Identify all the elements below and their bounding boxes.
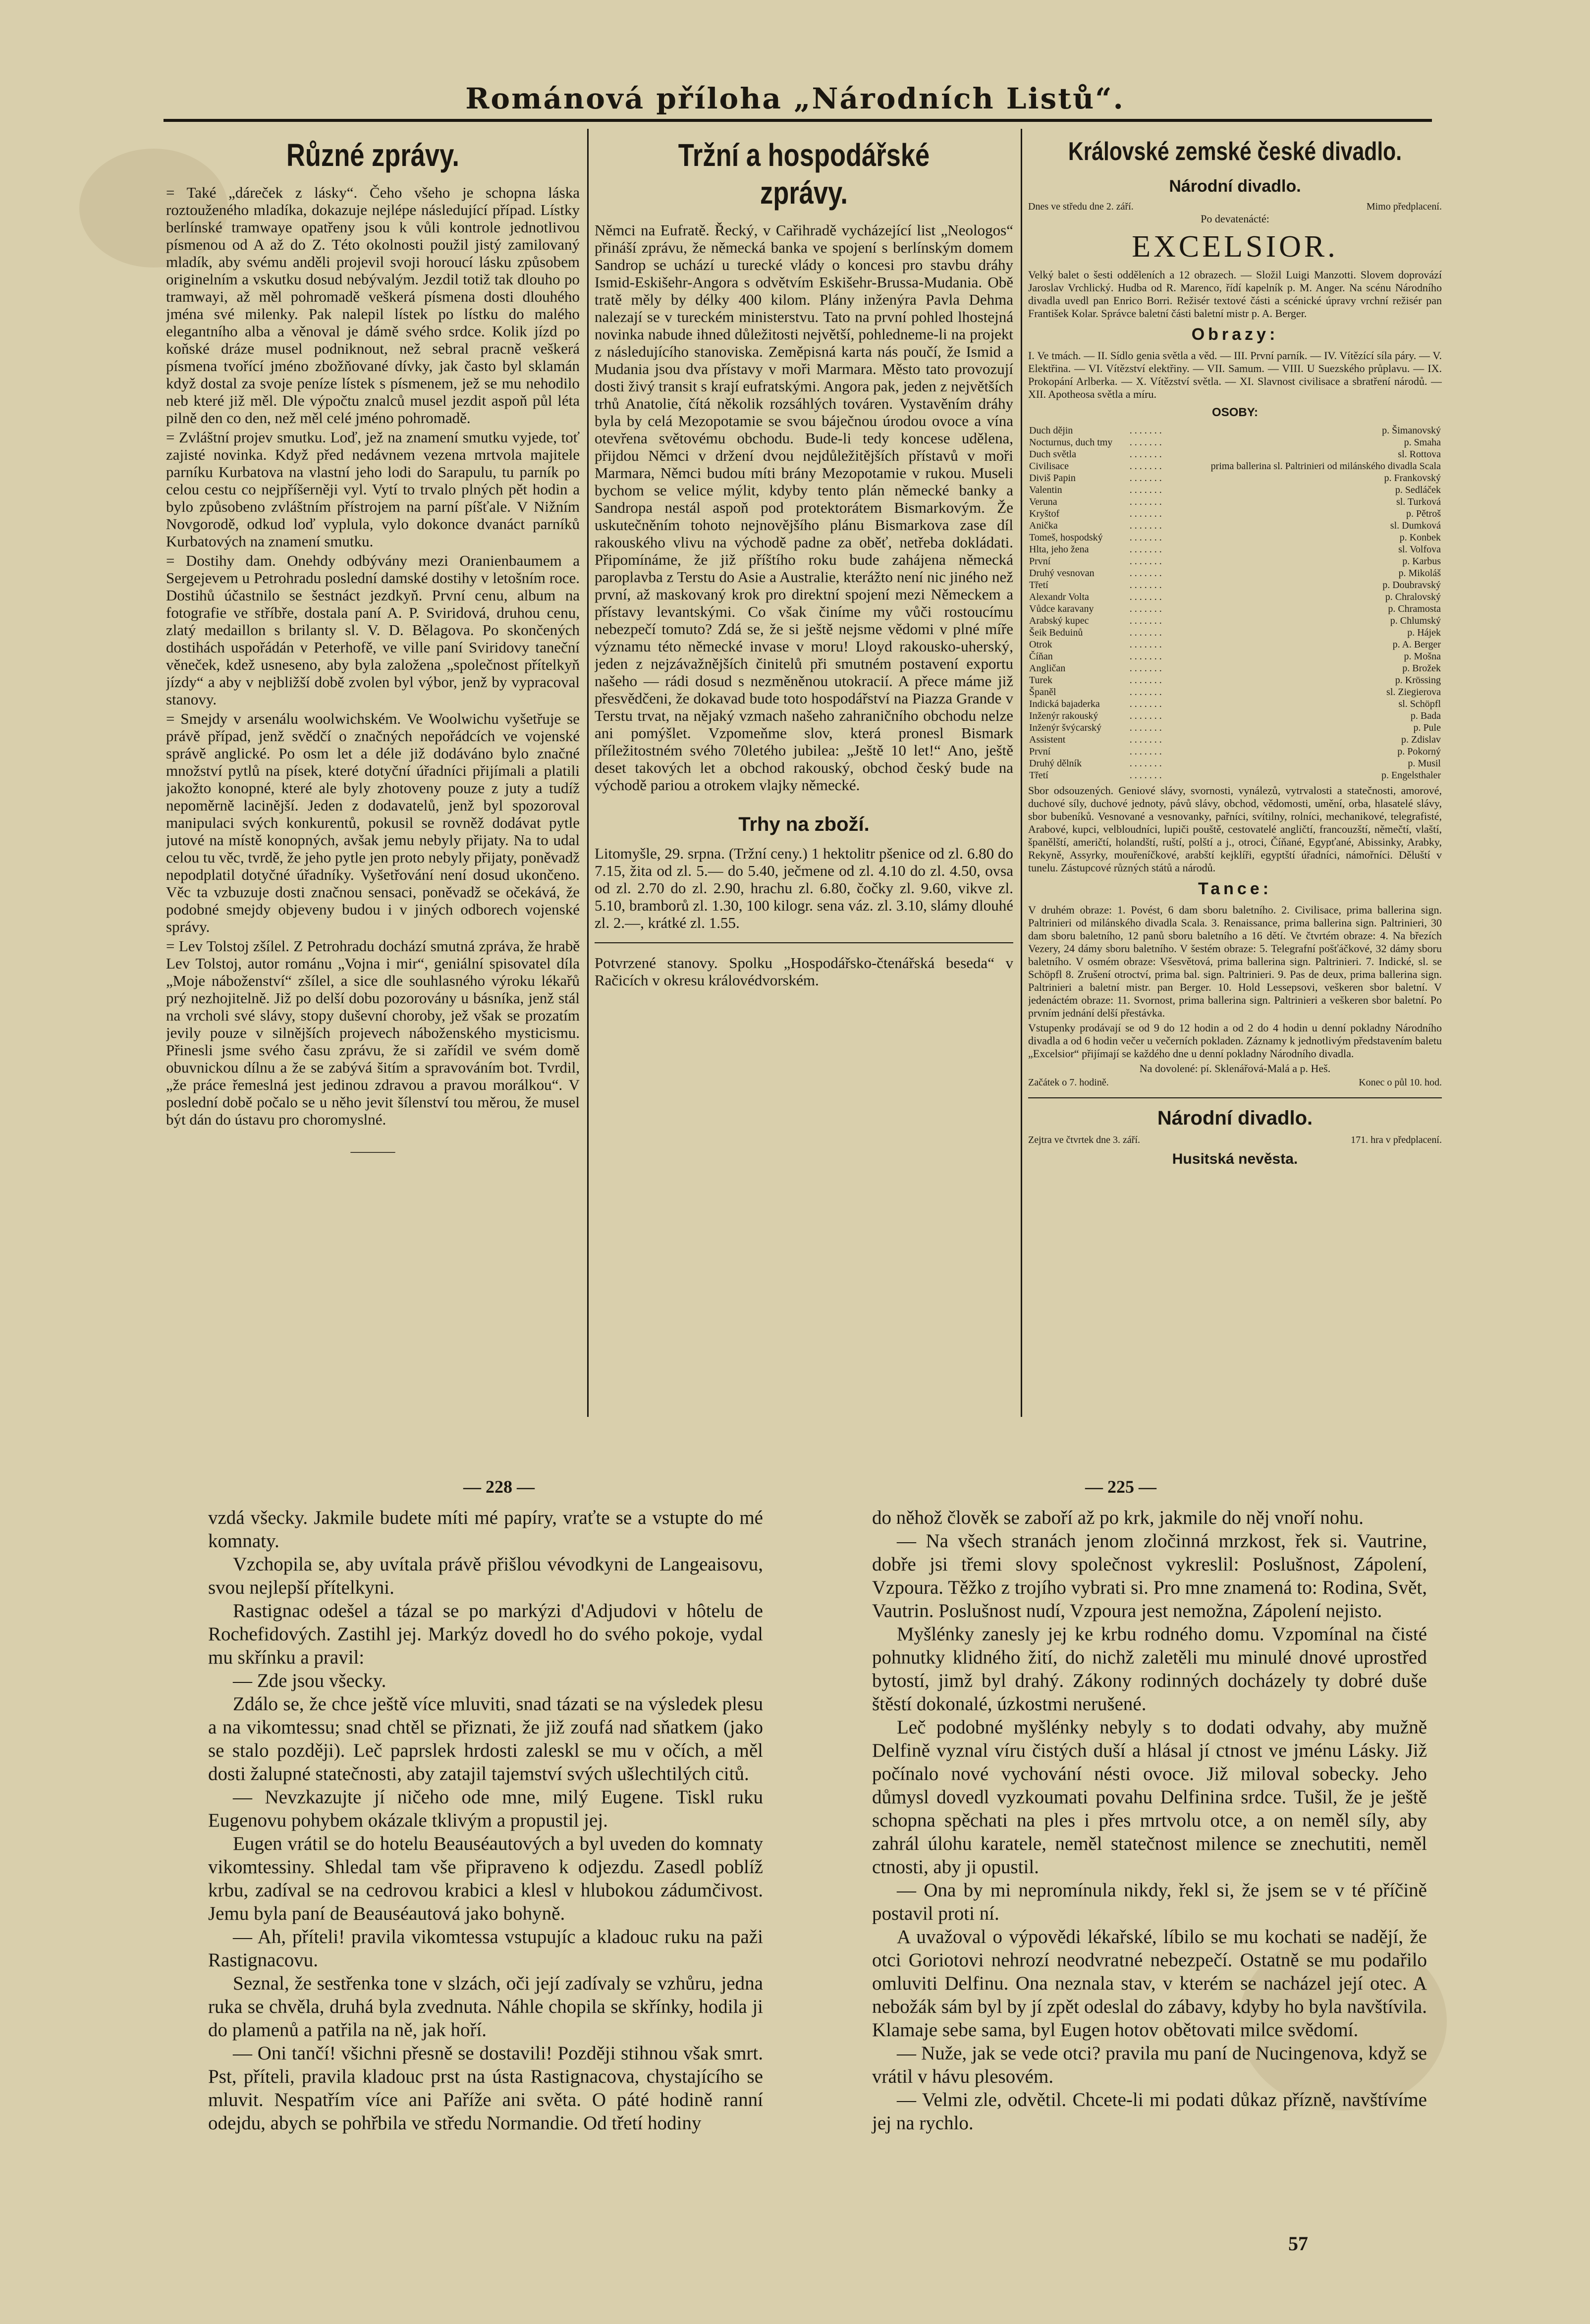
cast-row [1028,639,1442,650]
cast-actor: p. Šimanovský [1382,425,1441,436]
cast-row [1028,734,1442,746]
cast-actor: p. Chralovský [1385,592,1441,602]
statute-note: Potvrzené stanovy. Spolku „Hospodářsko-čtenářská beseda“ v Račicích v okresu královédvorském. [595,954,1013,989]
cast-actor: p. Hájek [1407,627,1441,638]
scenes-title: Obrazy: [1191,325,1279,344]
cast-row [1028,436,1442,448]
cast-dots: . . . . . . . [1129,485,1162,495]
cast-row [1028,674,1442,686]
cast-dots: . . . . . . . [1129,603,1162,614]
cast-actor: p. Engelsthaler [1381,770,1441,781]
cast-title: OSOBY: [1212,406,1258,419]
cast-role: Inženýr rakouský [1029,710,1098,721]
cast-row [1028,603,1442,615]
cast-dots: . . . . . . . [1129,461,1162,472]
cast-role: Třetí [1029,770,1048,781]
cast-actor: sl. Dumková [1390,520,1441,531]
cast-row [1028,532,1442,543]
cast-row [1028,555,1442,567]
cast-role: Veruna [1029,496,1057,507]
cast-table [1028,425,1442,781]
cast-dots: . . . . . . . [1129,758,1162,769]
cast-actor: p. Chlumský [1390,615,1441,626]
news-item: = Smejdy v arsenálu woolwichském. Ve Woolwichu vyšetřuje se právě případ, jenž svědčí o značných nepořádcích ve vojenské správě anglické. Po osm let a déle již dodáváno bylo značné množství pytlů na písek, které dotyční úřadníci přijímali a platili jakožto konopné, které ale byly zhotoveny pouze z juty a tudíž nepoměrně lacinější. Jeden z dodavatelů, jenž byl spozoroval manipulaci svých konkurentů, pokusil se rovněž dodávat pytle jutové na místě konopných, avšak jemu nebyly přijaty. Na to udal celou tu věc, tvrdě, že jeho pytle jen proto nebyly přijaty, poněvadž nepodplatil dotyčné úřadníky. Vyšetřování není dosud ukončeno. Věc ta vzbuzuje dosti značnou sensaci, poněvadž se očekává, že podobné smejdy objeveny budou i v jiných odborech vojenské správy. [166,710,580,935]
theatre-title: Královské zemské české divadlo. [1068,137,1402,166]
cast-dots: . . . . . . . [1129,496,1162,507]
cast-dots: . . . . . . . [1129,734,1162,745]
masthead: Románová příloha „Národních Listů“. [465,82,1125,115]
story-paragraph: — Na všech stranách jenom zločinná mrzkost, řek si. Vautrine, dobře jsi třemi slovy společnost vykreslil: Poslušnost, Zápolení, Vzpoura. Těžko z trojího vybrati si. Pro mne znamená to: Rodina, Svět, Vautrin. Poslušnost nudí, Vzpoura jest nemožna, Zápolení nejisto. [872,1530,1427,1621]
cast-actor: p. A. Berger [1392,639,1441,650]
cast-dots: . . . . . . . [1129,746,1162,757]
cast-dots: . . . . . . . [1129,520,1162,531]
cast-role: Anička [1029,520,1058,531]
cast-dots: . . . . . . . [1129,675,1162,686]
cast-role: Valentin [1029,485,1062,495]
cast-role: Druhý dělník [1029,758,1082,769]
cast-dots: . . . . . . . [1129,580,1162,591]
cast-dots: . . . . . . . [1129,437,1162,448]
cast-dots: . . . . . . . [1129,639,1162,650]
story-paragraph: — Nuže, jak se vede otci? pravila mu paní de Nucingenova, když se vrátil v hávu plesovém. [872,2043,1427,2087]
story-paragraph: — Velmi zle, odvětil. Chcete-li mi podati důkaz přízně, navštívíme jej na rychlo. [872,2089,1427,2134]
story-paragraph: — Nevzkazujte jí ničeho ode mne, milý Eugene. Tiskl ruku Eugenovu pohybem okázale tklivým a propustil jej. [208,1786,763,1831]
cast-role: První [1029,556,1051,567]
market-report: Litomyšle, 29. srpna. (Tržní ceny.) 1 hektolitr pšenice od zl. 6.80 do 7.15, žita od zl. 5.— do 5.40, ječmene od zl. 4.10 do zl. 4.50, ovsa od zl. 2.70 do zl. 2.90, hrachu zl. 6.80, čočky zl. 9.60, vikve zl. 5.10, bramborů zl. 1.30, 100 kilogr. sena váz. zl. 3.10, slámy dlouhé zl. 2.—, krátké zl. 1.55. [595,845,1013,931]
news-item: = Lev Tolstoj zšílel. Z Petrohradu dochází smutná zpráva, že hrabě Lev Tolstoj, autor románu „Vojna i mir“, geniální spisovatel díla „Moje náboženství“ zšílel, a sice dle souhlasného výroku lékařů prý nezhojitelně. Již po delší dobu pozorovány u básníka, jenž stál na vrcholi své slávy, stopy duševní choroby, jež však se prozatím jevily pouze v silnějších projevech náboženského mysticismu. Přinesli jsme svého času zprávu, že si zařídil ve svém domě obuvnickou dílnu a že se zabývá šitím a spravováním bot. Tvrdil, „že práce řemeslná jest jedinou zdravou a pravou morálkou“. V poslední době počalo se u něho jevit šílenství tou měrou, že musel být dán do ústavu pro choromyslné. [166,937,580,1128]
cast-dots: . . . . . . . [1129,627,1162,638]
news-item: = Také „dáreček z lásky“. Čeho všeho je schopna láska roztouženého mladíka, dokazuje nejlépe následující případ. Lístky berlínské tramwaye opatřeny jsou k vůli kontrole jednotlivou písmenou od A až do Z. Této okolnosti použil jistý zamilovaný mladík, aby svému anděli projevil svoji horoucí lásku způsobem originelním a vskutku dosud nebývalým. Jezdil totiž tak dlouho po tramwayi, až měl pohromadě veškerá písmena dosti dlouhého jména své milenky. Pak nalepil lístek po lístku do malého elegantního alba a věnoval je dámě svého srdce. Kolik jízd po koňské dráze musel podniknout, než sebral pracně veškerá písmena tvořící jméno zbožňované dívky, jak často byl sklamán když dostal za svoje peníze lístek s písmenem, jež se mu nehodilo neb které již měl. Dle výpočtu znalců musel jezdit aspoň půl léta pilně den co den, než měl celé jméno pohromadě. [166,184,580,427]
cast-row [1028,615,1442,627]
cast-row [1028,579,1442,591]
story-paragraph: Zdálo se, že chce ještě více mluviti, snad tázati se na výsledek plesu a na vikomtessu; snad chtěl se přiznati, že již zoufá nad sňatkem (jako se stalo později). Leč paprslek hrdosti zaleskl se mu v očích, a měl dosti žalupné statečnosti, aby zatajil tajemství svých ušlechtilých citů. [208,1693,763,1784]
cast-role: Turek [1029,675,1053,686]
cast-role: Tomeš, hospodský [1029,532,1103,543]
news-item: = Dostihy dam. Onehdy odbývány mezi Oranienbaumem a Sergejevem u Petrohradu poslední damské dostihy v letošním roce. Dostihů účastnilo se šestnáct jezdkyň. První cenu, album na fotografie ve stříbře, dostala paní A. P. Sviridová, druhou cenu, zlatý medaillon s brilanty sl. V. D. Bělagova. Po skončených dostihách uspořádán v Peterhofě, ve ville paní Sviridovy taneční věneček, kdež usneseno, aby byla založena „společnost přítelkyň jízdy“ a aby v nejbližší době zvolen byl výbor, jenž by vypracoval stanovy. [166,552,580,708]
novel-right-column [872,1506,1427,2229]
cast-actor: p. Konbek [1399,532,1441,543]
story-paragraph: Eugen vrátil se do hotelu Beauséautových a byl uveden do komnaty vikomtessiny. Shledal tam vše připraveno k odjezdu. Zasedl poblíž krbu, zadíval se na cedrovou krabici a klesl v hlubokou zádumčivost. Jemu byla paní de Beauséautová jako bohyně. [208,1833,763,1924]
cast-actor: p. Karbus [1402,556,1441,567]
cast-actor: p. Mošna [1404,651,1441,662]
middle-column [595,136,1013,1405]
end-time: Konec o půl 10. hod. [1359,1077,1442,1088]
cast-role: Třetí [1029,580,1048,591]
cast-row [1028,567,1442,579]
story-paragraph: A uvažoval o výpovědi lékařské, líbilo se mu kochati se nadějí, že otci Goriotovi nehrozí neodvratné nebezpečí. Ostatně se mu podařilo omluviti Delfinu. Ona neznala stav, v kterém se nacházel její otec. A nebožák sám byl by jí zpět odeslal do zábavy, kdyby ho byla navštívila. Klamaje sebe sama, byl Eugen hotov obětovati milce svědomí. [872,1926,1427,2041]
cast-row [1028,496,1442,508]
cast-row [1028,484,1442,496]
cast-row [1028,650,1442,662]
cast-row [1028,508,1442,520]
sheet-number: 57 [1288,2232,1308,2255]
section-rule [1028,1097,1442,1098]
cast-dots: . . . . . . . [1129,651,1162,662]
cast-dots: . . . . . . . [1129,592,1162,602]
news-item: = Zvláštní projev smutku. Loď, jež na znamení smutku vyjede, toť zajisté novinka. Když před nedávnem vezena mrtvola majitele parníku Kurbatova na vlastní jeho lodi do Sarapulu, tu parník po celou cestu co nejpříšerněji vyl. Vytí to trvalo plných pět hodin a bylo způsobeno zvláštním přístrojem na parní píšťale. V Nižním Novgorodě, odkud loď vyplula, vylo dokonce dvanáct parníků Kurbatových na znamení smutku. [166,429,580,550]
cast-role: Otrok [1029,639,1052,650]
cast-role: Inženýr švýcarský [1029,722,1102,733]
cast-row [1028,710,1442,722]
second-theatre-title: Národní divadlo. [1157,1107,1313,1129]
story-paragraph: — Ona by mi nepromínula nikdy, řekl si, že jsem se v té příčině postavil proti ní. [872,1880,1427,1924]
cast-dots: . . . . . . . [1129,508,1162,519]
column-separator [1021,129,1022,1417]
market-title: Trhy na zboží. [738,813,870,835]
cast-actor: prima ballerina sl. Paltrinieri od milánského divadla Scala [1210,461,1441,472]
story-paragraph: Leč podobné myšlénky nebyly s to dodati odvahy, aby mužně Delfině vyznal víru čistých duší a hlásal jí ctnost ve jménu Lásky. Již počínalo nové vychování nésti ovoce. Již miloval sobecky. Jeho důmysl dovedl vyzkoumati povahu Delfinina srdce. Tušil, že je ještě schopna spěchati na ples i přes mrtvolu otce, a on neměl síly, aby zahrál úlohu karatele, neměl statečnost milence se znechutiti, neměl ctnosti, aby ji opustil. [872,1717,1427,1878]
novel-left-column [208,1506,763,2269]
story-paragraph: Rastignac odešel a tázal se po markýzi d'Adjudovi v hôtelu de Rochefidových. Zastihl jej. Markýz dovedl ho do svého pokoje, vydal mu skřínku a pravil: [208,1600,763,1668]
show-description: Velký balet o šesti odděleních a 12 obrazech. — Složil Luigi Manzotti. Slovem doprovází Jaroslav Vrchlický. Hudba od R. Marenco, řídí kapelník p. M. Anger. Na scénu Národního divadla uvedl pan Enrico Borri. Režisér textové části a scénické úpravy vrchní režisér pan František Kolar. Správce baletní části baletní mistr p. A. Berger. [1028,269,1442,320]
cast-role: Angličan [1029,663,1066,674]
cast-actor: p. Pětroš [1406,508,1441,519]
cast-role: Duch dějin [1029,425,1073,436]
cast-role: Šeik Beduinů [1029,627,1083,638]
cast-actor: sl. Rottova [1398,449,1441,460]
cast-actor: p. Pokorný [1397,746,1441,757]
cast-dots: . . . . . . . [1129,473,1162,484]
masthead-rule [164,119,1432,122]
second-play: Husitská nevěsta. [1172,1151,1298,1167]
second-subscription: 171. hra v předplacení. [1351,1135,1442,1145]
cast-dots: . . . . . . . [1129,544,1162,555]
performance-date-row [1028,201,1442,213]
cast-actor: p. Krössing [1395,675,1441,686]
cast-actor: p. Pule [1413,722,1441,733]
story-paragraph: — Zde jsou všecky. [233,1670,386,1691]
cast-actor: sl. Turková [1396,496,1441,507]
cast-role: Španěl [1029,687,1056,698]
story-paragraph: Seznal, že sestřenka tone v slzách, oči její zadívaly se vzhůru, jedna ruka se chvěla, druhá byla zvednuta. Náhle chopila se skřínky, hodila ji do plamenů a patřila na ně, jak hoří. [208,1973,763,2041]
leave-note: Na dovolené: pí. Sklenářová-Malá a p. Heš. [1139,1062,1331,1075]
cast-row [1028,448,1442,460]
cast-row [1028,746,1442,757]
cast-row [1028,757,1442,769]
cast-role: První [1029,746,1051,757]
cast-row [1028,543,1442,555]
cast-row [1028,591,1442,603]
cast-role: Vůdce karavany [1029,603,1094,614]
cast-row [1028,460,1442,472]
cast-role: Duch světla [1029,449,1076,460]
left-column [166,136,580,1405]
cast-row [1028,627,1442,639]
second-date: Zejtra ve čtvrtek dne 3. září. [1028,1135,1140,1145]
cast-role: Assistent [1029,734,1066,745]
cast-row [1028,686,1442,698]
cast-actor: sl. Ziegierova [1386,687,1441,698]
cast-actor: p. Mikoláš [1398,568,1441,579]
cast-dots: . . . . . . . [1129,710,1162,721]
cast-row [1028,425,1442,436]
cast-role: Hlta, jeho žena [1029,544,1089,555]
cast-dots: . . . . . . . [1129,699,1162,709]
cast-dots: . . . . . . . [1129,449,1162,460]
cast-dots: . . . . . . . [1129,556,1162,567]
cast-dots: . . . . . . . [1129,532,1162,543]
cast-actor: p. Zdislav [1401,734,1441,745]
cast-row [1028,698,1442,710]
performance-count: Po devatenácté: [1201,213,1269,225]
cast-dots: . . . . . . . [1129,722,1162,733]
middle-column-title: Tržní a hospodářské zprávy. [678,137,930,211]
cast-actor: p. Doubravský [1382,580,1441,591]
cast-dots: . . . . . . . [1129,770,1162,781]
cast-dots: . . . . . . . [1129,687,1162,698]
cast-actor: p. Smaha [1404,437,1441,448]
cast-actor: p. Musil [1408,758,1441,769]
section-rule [595,942,1013,943]
scenes-list: I. Ve tmách. — II. Sídlo genia světla a věd. — III. První parník. — IV. Vítězící síla páry. — V. Elektřina. — VI. Vítězství elektřiny. — VII. Samum. — VIII. U Suezského průplavu. — IX. Prokopání Arlberka. — X. Vítězství světla. — XI. Slavnost civilisace a sbratření národů. — XII. Apotheosa světla a míru. [1028,349,1442,400]
story-paragraph: Myšlénky zanesly jej ke krbu rodného domu. Vzpomínal na čisté pohnutky klidného žití, do nichž zaletěli mu minulé dnové uprostřed bytostí, jimž byl drahý. Zákony rodinných docházely ty dobré duše štěstí dokonalé, úzkostmi nerušené. [872,1623,1427,1715]
page-number-right: — 225 — [1085,1477,1156,1497]
left-column-title: Různé zprávy. [286,137,459,173]
cast-role: Diviš Papin [1029,473,1076,484]
cast-dots: . . . . . . . [1129,663,1162,674]
tickets-note: Vstupenky prodávají se od 9 do 12 hodin a od 2 do 4 hodin u denní pokladny Národního divadla a od 6 hodin večer u večerních pokladen. Záznamy k jednotlivým představením baletu „Excelsior“ přijímají se každého dne u denní pokladny Národního divadla. [1028,1022,1442,1060]
cast-dots: . . . . . . . [1129,425,1162,436]
cast-role: Kryštof [1029,508,1060,519]
show-title: EXCELSIOR. [1132,230,1338,264]
cast-role: Alexandr Volta [1029,592,1089,602]
cast-role: Nocturnus, duch tmy [1029,437,1113,448]
dances-title: Tance: [1198,879,1272,898]
cast-dots: . . . . . . . [1129,615,1162,626]
cast-dots: . . . . . . . [1129,568,1162,579]
performance-date: Dnes ve středu dne 2. září. [1028,201,1134,212]
dances-list: V druhém obraze: 1. Povést, 6 dam sboru baletního. 2. Civilisace, prima ballerina sign. Paltrinieri od milánského divadla Scala. 3. Renaissance, prima ballerina sign. Paltrinieri, 30 dam sboru baletního, 12 panů sboru baletního a 16 dětí. Ve čtvrtém obraze: 4. Na březích Vezery, 24 dámy sboru baletního. V šestém obraze: 5. Telegrafní pošťáčkové, 32 dámy sboru baletního. V osmém obraze: Všesvětová, prima ballerina sign. Paltrinieri. 7. Indické, sl. se Schöpfl 8. Zrušení otroctví, prima bal. sign. Paltrinieri. 9. Pas de deux, prima ballerina sign. Paltrinieri a baletní mistr. pan Berger. 10. Hold Lessepsovi, veškeren sbor baletní. V jedenáctém obraze: 11. Svornost, prima ballerina sign. Paltrinieri a veškeren sbor baletní. Po prvním jednání delší přestávka. [1028,904,1442,1019]
cast-actor: sl. Schöpfl [1398,699,1441,709]
end-mark: ——— [350,1143,395,1159]
cast-role: Druhý vesnovan [1029,568,1095,579]
cast-actor: sl. Volfova [1398,544,1441,555]
page-number-left: — 228 — [463,1477,535,1497]
cast-actor: p. Brožek [1402,663,1441,674]
news-item: Němci na Eufratě. Řecký, v Cařihradě vycházející list „Neologos“ přináší zprávu, že německá banka ve spojení s berlínským domem Sandrop se uchází u turecké vlády o koncesi pro stavbu dráhy Ismid-Eskišehr-Angora s odvětvím Eskišehr-Brussa-Mudania. Obě tratě měly by délky 400 kilom. Plány inženýra Pavla Dehma nalezají se v tureckém ministerstvu. Tato na první pohled lhostejná novinka nabude ihned důležitosti největší, pohledneme-li na projekt z následujícího stanoviska. Zeměpisná karta nás poučí, že Ismid a Mudania jsou dva přístavy v moři Marmara. Město tato provozují dosti živý transit s krají eufratskými. Angora pak, jeden z největších trhů Anatolie, čítá několik rozsáhlých továren. Vystavěním dráhy byla by celá Mezopotamie se svou báječnou úrodou ovoce a vína otevřena světovému obchodu. Bude-li tedy koncese udělena, přijdou Němci v držení dvou nejdůležitějších přístavů v moři Marmara, Němci budou míti brány Mezopotamie v rukou. Museli bychom se velice mýlit, kdyby tento plán německé banky a Sandropa nestál aspoň pod protektorátem Bismarkovým. Že uskutečněním tohoto nejnovějšího plánu Bismarkova zase díl rakouského vlivu na východě padne za oběť, netřeba dokládati. Připomínáme, že již příštího roku bude zahájena německá paroplavba z Terstu do Asie a Australie, kterážto není nic jiného než první, až maskovaný krok pro direktní spojení mezi Německem a přístavy levantskými. Co však činíme my vůči rostoucímu nebezpečí tomuto? Zdá se, že si ještě nejsme vědomi v plné míře významu této německé invase v moru! Lloyd rakousko-uherský, jeden z nejzávažnějších činitelů při smutném postavení exportu našeho — rádi dosud s nezměněnou utokracií. A přece máme již přesvědčeni, že dokavad bude toto hospodářství na Piazza Grande v Terstu trvat, na nějaký vzmach našeho zahraničního obchodu nelze ani pomýšlet. Vzpomeňme slov, která pronesl Bismark příležitostném svého 70letého jubilea: „Ještě 10 let!“ Ano, ještě deset takových let a obchod rakouský, obchod český bude na východě pariou a otrokem vlajky německé. [595,221,1013,794]
second-date-row [1028,1135,1442,1146]
story-paragraph: vzdá všecky. Jakmile budete míti mé papíry, vraťte se a vstupte do mé komnaty. [208,1507,763,1552]
cast-row [1028,722,1442,734]
time-row [1028,1077,1442,1088]
theatre-subtitle: Národní divadlo. [1169,177,1301,196]
story-paragraph: — Oni tančí! všichni přesně se dostavili! Později stihnou však smrt. Pst, příteli, pravila kladouc prst na ústa Rastignacova, chystajícího se mluvit. Nespatřím více ani Paříže ani světa. O páté hodině ranní odejdu, abych se pohřbila ve středu Normandie. Od třetí hodiny [208,2043,763,2134]
cast-actor: p. Frankovský [1384,473,1441,484]
story-paragraph: Vzchopila se, aby uvítala právě přišlou vévodkyni de Langeaisovu, svou nejlepší přítelkyni. [208,1554,763,1598]
subscription-note: Mimo předplacení. [1366,201,1442,212]
column-separator [587,129,589,1417]
cast-actor: p. Sedláček [1395,485,1441,495]
cast-actor: p. Chramosta [1388,603,1441,614]
cast-role: Indická bajaderka [1029,699,1100,709]
cast-role: Číňan [1029,651,1053,662]
right-column [1028,136,1442,1405]
cast-row [1028,662,1442,674]
story-paragraph: — Ah, příteli! pravila vikomtessa vstupujíc a kladouc ruku na paži Rastignacovu. [208,1926,763,1971]
cast-role: Arabský kupec [1029,615,1089,626]
cast-actor: p. Bada [1410,710,1441,721]
story-paragraph: do něhož člověk se zaboří až po krk, jakmile do něj vnoří nohu. [872,1507,1364,1528]
cast-row [1028,769,1442,781]
cast-role: Civilisace [1029,461,1069,472]
start-time: Začátek o 7. hodině. [1028,1077,1109,1088]
chorus-description: Sbor odsouzených. Geniové slávy, svornosti, vynálezů, vytrvalosti a statečnosti, amorové, duchové síly, duchové jednoty, pávů slávy, obchod, vědomosti, umění, orba, hlasatelé slávy, sbor bubeníků. Vesnované a vesnovanky, pařníci, svítilny, rolníci, mechanikové, telegrafisté, Arabové, kupci, velbloudníci, lupiči pouště, cestovatelé angličtí, francouzští, němečtí, vlaští, španělští, američtí, holandští, ruští, polští a j., otroci, Číňané, Egypťané, Abissinky, Arabky, Rekyně, Assyrky, mouřeníčkové, arabští kejklíři, egyptští úřadníci, námořníci. Děluští v tunelu. Zástupcové různých států a národů. [1028,784,1442,874]
cast-row [1028,472,1442,484]
cast-row [1028,520,1442,532]
